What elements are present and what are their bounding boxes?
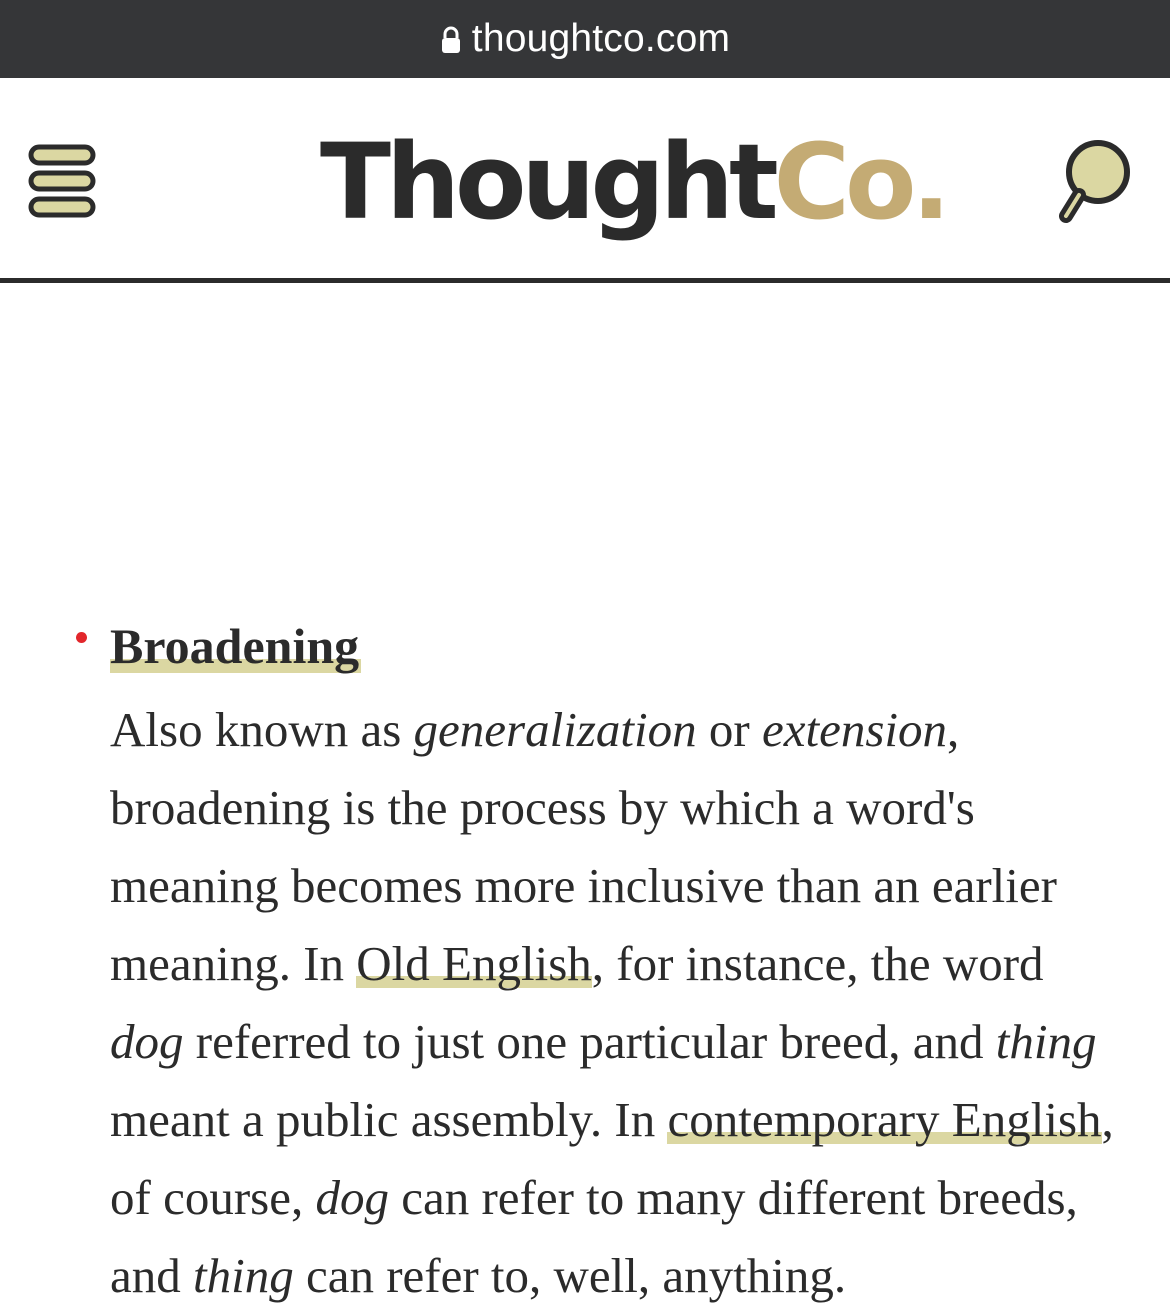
link-old-english[interactable]: Old English <box>356 936 592 991</box>
text-segment: meant a public assembly. In <box>110 1092 668 1147</box>
site-header <box>0 78 1170 283</box>
url-text: thoughtco.com <box>471 17 731 60</box>
text-segment: referred to just one particular breed, and <box>183 1014 996 1069</box>
definition-text <box>110 691 1120 1315</box>
logo-accent-text: Co. <box>773 121 946 243</box>
text-segment: , broadening is the process by which a word's meaning becomes more inclusive than an earlier meaning. In <box>110 702 1057 991</box>
text-segment: or <box>696 702 762 757</box>
term-heading: Broadening <box>110 613 361 679</box>
site-logo[interactable] <box>320 121 946 250</box>
italic-term: dog <box>110 1014 184 1069</box>
text-segment: can refer to many different breeds, and <box>110 1170 1078 1303</box>
text-segment: Also known as <box>110 702 414 757</box>
url-display[interactable] <box>440 17 730 61</box>
italic-term: dog <box>315 1170 389 1225</box>
text-segment: , of course, <box>110 1092 1114 1225</box>
italic-term: generalization <box>413 702 697 757</box>
bullet-marker <box>76 632 87 643</box>
magnifier-icon <box>1056 138 1132 228</box>
italic-term: thing <box>193 1248 294 1303</box>
italic-term: extension <box>761 702 947 757</box>
text-segment: , for instance, the word <box>591 936 1044 991</box>
hamburger-menu-icon <box>28 142 96 220</box>
list-item <box>110 613 1120 1315</box>
text-segment: can refer to, well, anything. <box>293 1248 847 1303</box>
search-button[interactable] <box>1056 138 1132 228</box>
lock-icon <box>440 25 462 55</box>
menu-button[interactable] <box>28 142 96 220</box>
logo-main-text: Thought <box>320 121 774 243</box>
link-contemporary-english[interactable]: contemporary English <box>667 1092 1102 1147</box>
italic-term: thing <box>995 1014 1097 1069</box>
browser-url-bar[interactable] <box>0 0 1170 78</box>
